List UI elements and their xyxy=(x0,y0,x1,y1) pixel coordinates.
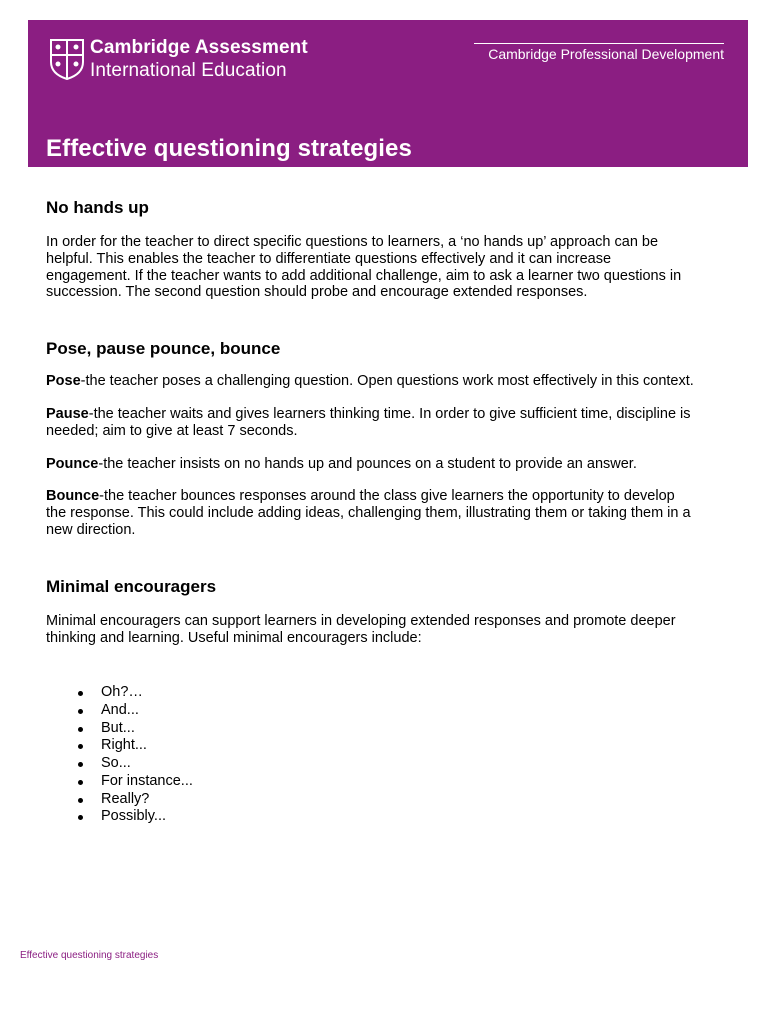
bounce-paragraph xyxy=(46,488,696,538)
list-item: And... xyxy=(46,702,696,720)
brand-line2: International Education xyxy=(90,60,287,81)
programme-name: Cambridge Professional Development xyxy=(474,43,724,62)
list-item: For instance... xyxy=(46,773,696,791)
header-banner xyxy=(28,20,748,167)
pounce-term: Pounce xyxy=(46,455,99,472)
document-body xyxy=(46,196,696,826)
page-title: Effective questioning strategies xyxy=(46,135,412,162)
list-item: Oh?… xyxy=(46,684,696,702)
bounce-term: Bounce xyxy=(46,488,100,505)
brand-name xyxy=(90,36,308,82)
encouragers-list xyxy=(46,684,696,826)
pounce-text: -the teacher insists on no hands up and pounces on a student to provide an answer. xyxy=(98,455,637,472)
list-item: Really? xyxy=(46,791,696,809)
list-item: Possibly... xyxy=(46,808,696,826)
minimal-encouragers-paragraph: Minimal encouragers can support learners in developing extended responses and promote deeper thinking and learning. Useful minimal encouragers include: xyxy=(46,612,676,646)
footer-text: Effective questioning strategies xyxy=(20,950,159,961)
pounce-paragraph xyxy=(46,456,696,473)
heading-no-hands-up: No hands up xyxy=(46,198,149,217)
cambridge-shield-icon xyxy=(49,38,85,80)
no-hands-up-paragraph: In order for the teacher to direct specific questions to learners, a ‘no hands up’ approach can be helpful. This enables the teacher to differentiate questions effectively and it can increase engagement. If the teacher wants to add additional challenge, aim to ask a learner two questions in succession. The second question should probe and encourage extended responses. xyxy=(46,234,682,301)
pause-term: Pause xyxy=(46,405,89,422)
pause-text: -the teacher waits and gives learners thinking time. In order to give sufficient time, discipline is needed; aim to give at least 7 seconds. xyxy=(46,405,691,439)
bounce-text: -the teacher bounces responses around the class give learners the opportunity to develop the response. This could include adding ideas, challenging them, illustrating them or taking them in a new direction. xyxy=(46,488,691,538)
heading-minimal-encouragers: Minimal encouragers xyxy=(46,576,217,596)
pose-paragraph xyxy=(46,373,696,390)
heading-pose-pause: Pose, pause pounce, bounce xyxy=(46,339,281,359)
brand-line1: Cambridge Assessment xyxy=(90,37,308,58)
list-item: So... xyxy=(46,755,696,773)
pause-paragraph xyxy=(46,406,696,440)
list-item: Right... xyxy=(46,737,696,755)
pose-term: Pose xyxy=(46,373,81,390)
pose-text: -the teacher poses a challenging question. Open questions work most effectively in this context. xyxy=(80,373,694,390)
list-item: But... xyxy=(46,720,696,738)
